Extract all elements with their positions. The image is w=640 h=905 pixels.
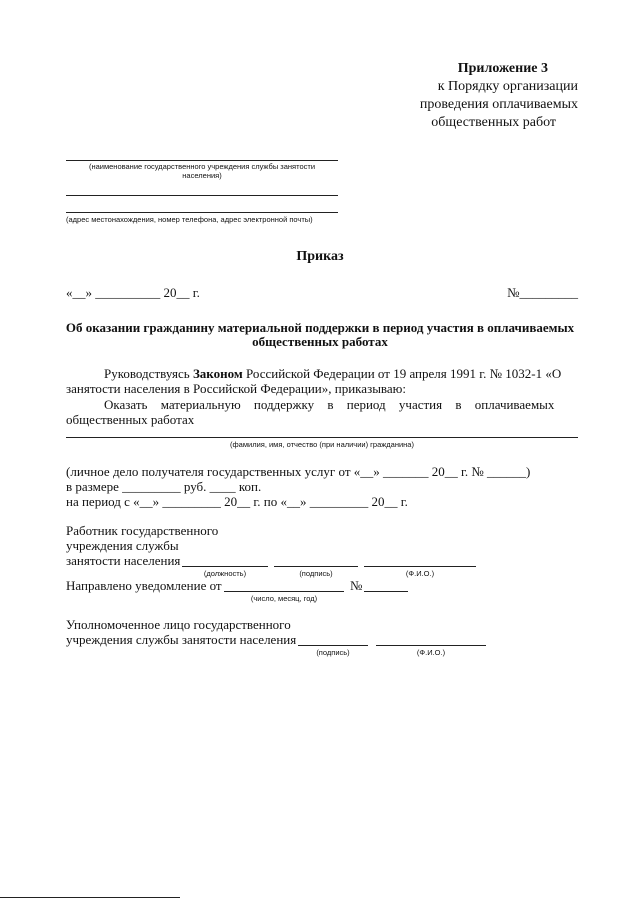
authorized-label-2: учреждения службы занятости населения — [66, 632, 297, 647]
notice-number-sign: № — [350, 578, 363, 593]
paragraph-1-line-2: занятости населения в Российской Федерации», приказываю: — [66, 381, 406, 396]
citizen-caption: (фамилия, имя, отчество (при наличии) гражданина) — [230, 440, 414, 449]
notice-label: Направлено уведомление от — [66, 578, 222, 593]
auth-signature-line — [298, 645, 368, 646]
paragraph-2-line-2: общественных работах — [66, 412, 195, 427]
paragraph-1-prefix: Руководствуясь — [104, 366, 193, 381]
fio-caption: (Ф.И.О.) — [405, 569, 435, 578]
position-line — [182, 566, 268, 567]
signature-caption: (подпись) — [299, 569, 333, 578]
notice-number-line — [364, 591, 408, 592]
citizen-name-line — [66, 437, 578, 438]
appendix-line-1: к Порядку организации — [437, 79, 578, 94]
address-caption: (адрес местонахождения, номер телефона, адрес электронной почты) — [66, 215, 313, 224]
auth-signature-caption: (подпись) — [316, 648, 350, 657]
appendix-line-2: проведения оплачиваемых — [419, 97, 578, 112]
order-subject-1: Об оказании гражданину материальной поддержки в период участия в оплачиваемых — [65, 320, 575, 335]
appendix-title: Приложение 3 — [457, 61, 548, 76]
position-caption: (должность) — [203, 569, 247, 578]
paragraph-1-line-1 — [104, 366, 561, 382]
address-line-1 — [66, 195, 338, 196]
footnote-separator — [0, 897, 180, 898]
order-number: №_________ — [507, 285, 578, 300]
period-line: на период с «__» _________ 20__ г. по «__» _________ 20__ г. — [66, 494, 408, 509]
order-subject-2: общественных работах — [252, 334, 388, 349]
auth-fio-line — [376, 645, 486, 646]
order-date: «__» __________ 20__ г. — [66, 285, 200, 300]
case-line: (личное дело получателя государственных услуг от «__» _______ 20__ г. № ______) — [66, 464, 531, 479]
authorized-label-1: Уполномоченное лицо государственного — [66, 617, 291, 632]
address-line-2 — [66, 212, 338, 213]
signature-line — [274, 566, 358, 567]
worker-label-2: учреждения службы — [66, 538, 179, 553]
paragraph-1-suffix: Российской Федерации от 19 апреля 1991 г. № 1032-1 «О — [242, 366, 562, 381]
worker-label-3: занятости населения — [66, 553, 181, 568]
org-caption-1: (наименование государственного учреждения службы занятости — [88, 162, 316, 171]
order-title: Приказ — [296, 249, 344, 264]
auth-fio-caption: (Ф.И.О.) — [416, 648, 446, 657]
org-name-line — [66, 160, 338, 161]
notice-date-caption: (число, месяц, год) — [250, 594, 318, 603]
appendix-line-3: общественных работ — [431, 115, 556, 130]
notice-date-line — [224, 591, 344, 592]
paragraph-2-line-1: Оказать материальную поддержку в период участия в оплачиваемых — [104, 397, 555, 412]
amount-line: в размере _________ руб. ____ коп. — [66, 479, 262, 494]
law-reference: Законом — [192, 366, 243, 381]
fio-line — [364, 566, 476, 567]
org-caption-2: населения) — [182, 171, 222, 180]
worker-label-1: Работник государственного — [66, 523, 219, 538]
